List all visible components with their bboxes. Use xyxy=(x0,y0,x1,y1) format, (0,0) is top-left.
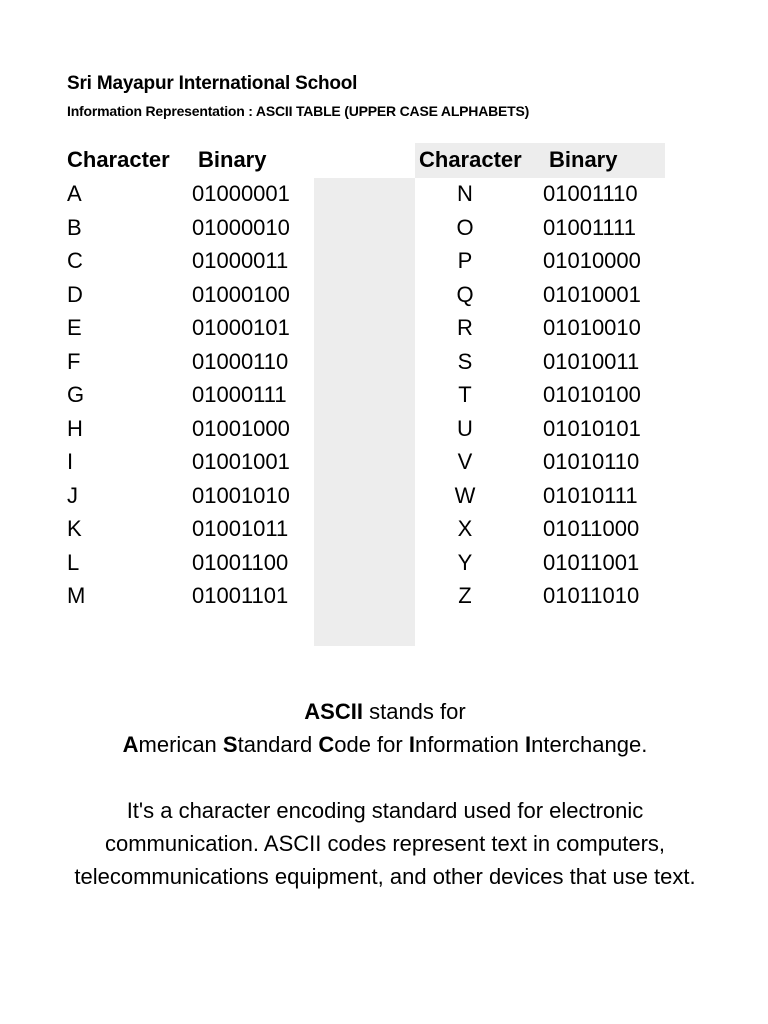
expansion-initial: I xyxy=(408,732,415,757)
right-table-char: Q xyxy=(456,281,474,307)
left-table-binary: 01000001 xyxy=(192,181,290,206)
expansion-word-rest: tandard xyxy=(237,732,319,757)
left-table-binary: 01000011 xyxy=(192,248,289,273)
left-table-binary: 01000101 xyxy=(192,315,290,340)
right-table-binary: 01011000 xyxy=(543,516,640,541)
right-table-char: W xyxy=(454,482,476,508)
right-table-char: O xyxy=(456,214,474,240)
left-binary-header: Binary xyxy=(198,147,267,172)
ascii-heading xyxy=(40,695,730,728)
right-table-char: U xyxy=(457,415,473,441)
right-table-char: Z xyxy=(458,583,472,608)
left-table-char: G xyxy=(67,382,85,407)
right-table-binary: 01011001 xyxy=(543,549,640,575)
expansion-initial: A xyxy=(122,732,139,757)
expansion-word-rest: nterchange. xyxy=(531,732,648,757)
left-table-binary: 01001001 xyxy=(192,449,290,474)
left-table-binary: 01001000 xyxy=(192,415,290,441)
right-table-char: N xyxy=(457,181,473,206)
right-table-binary: 01010010 xyxy=(543,315,641,340)
left-table-binary: 01000111 xyxy=(192,382,287,407)
right-table-char: X xyxy=(457,516,473,541)
left-table-char: L xyxy=(67,549,80,575)
left-table-binary: 01000110 xyxy=(192,348,289,374)
right-table-char: P xyxy=(457,248,473,273)
left-table-char: K xyxy=(67,516,82,541)
left-table-binary: 01001010 xyxy=(192,482,290,508)
left-table-char: J xyxy=(67,482,78,508)
school-name: Sri Mayapur International School xyxy=(67,73,358,94)
left-table-char: D xyxy=(67,281,83,307)
expansion-word-rest: merican xyxy=(138,732,223,757)
right-table-char: S xyxy=(457,348,473,374)
expansion-word-rest: nformation xyxy=(414,732,526,757)
left-table-char: H xyxy=(67,415,83,441)
ascii-expansion xyxy=(40,728,730,761)
left-table-char: F xyxy=(67,348,81,374)
left-table-char: B xyxy=(67,214,82,240)
ascii-bold-term: ASCII xyxy=(304,699,363,724)
right-table-char: T xyxy=(458,382,472,407)
left-table-char: C xyxy=(67,248,83,273)
ascii-description: It's a character encoding standard used for electronic communication. ASCII codes represent text in computers, telecommunications equipment, and other devices that use text. xyxy=(74,798,696,889)
right-table-binary: 01010001 xyxy=(543,281,641,307)
left-table-binary: 01001011 xyxy=(192,516,289,541)
left-table-binary: 01000100 xyxy=(192,281,290,307)
left-table-binary: 01001101 xyxy=(192,583,289,608)
left-table-char: E xyxy=(67,315,82,340)
right-table-binary: 01010011 xyxy=(543,348,640,374)
expansion-initial: I xyxy=(525,732,532,757)
right-table-binary: 01010000 xyxy=(543,248,641,273)
left-table-char: A xyxy=(67,181,82,206)
expansion-initial: S xyxy=(222,732,238,757)
right-character-header: Character xyxy=(419,147,522,172)
right-table-binary: 01010101 xyxy=(543,415,641,441)
right-table-binary: 01001110 xyxy=(543,181,638,206)
right-table-char: Y xyxy=(457,549,473,575)
document-subtitle: Information Representation : ASCII TABLE (UPPER CASE ALPHABETS) xyxy=(67,103,530,119)
left-table-binary: 01001100 xyxy=(192,549,289,575)
ascii-heading-rest: stands for xyxy=(362,699,466,724)
left-table-char: M xyxy=(67,583,86,608)
right-binary-header: Binary xyxy=(549,147,618,172)
right-table-char: V xyxy=(457,449,473,474)
right-table-binary: 01001111 xyxy=(543,214,636,240)
left-character-header: Character xyxy=(67,147,170,172)
left-table-char: I xyxy=(67,449,74,474)
right-table-binary: 01010111 xyxy=(543,482,638,508)
ascii-explanation xyxy=(40,695,730,893)
gray-separator-band xyxy=(314,178,415,646)
right-table-binary: 01011010 xyxy=(543,583,640,608)
right-table-binary: 01010110 xyxy=(543,449,640,474)
left-table-binary: 01000010 xyxy=(192,214,290,240)
right-table-binary: 01010100 xyxy=(543,382,641,407)
right-table-char: R xyxy=(457,315,473,340)
expansion-word-rest: ode for xyxy=(334,732,409,757)
expansion-initial: C xyxy=(318,732,335,757)
